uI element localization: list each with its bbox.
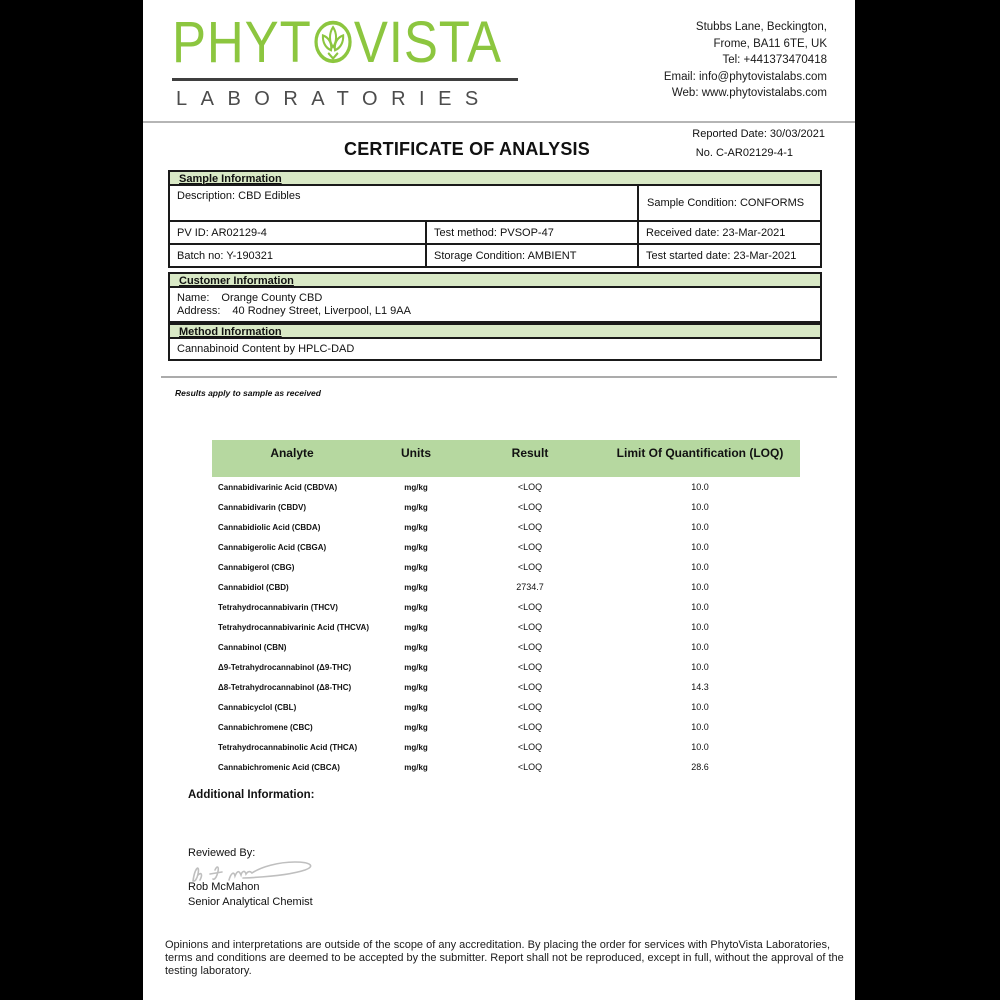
certificate-title: CERTIFICATE OF ANALYSIS: [344, 139, 590, 159]
analyte-result: <LOQ: [517, 522, 543, 532]
sample-condition: Sample Condition: CONFORMS: [647, 197, 805, 209]
analyte-result: <LOQ: [517, 662, 543, 672]
disclaimer-text: Opinions and interpretations are outside of the scope of any accreditation. By placing the order for services with PhytoVista Laboratories, terms and conditions are deemed to be accepted by the submitter. Report shall not be reproduced, except in full, without the approval of the testing laboratory.: [165, 939, 844, 977]
analyte-loq: 10.0: [691, 742, 709, 752]
analyte-name: Tetrahydrocannabivarin (THCV): [218, 602, 338, 612]
brand-subtitle: LABORATORIES: [176, 88, 492, 110]
column-units: Units: [401, 446, 431, 460]
analyte-units: mg/kg: [404, 702, 428, 712]
contact-line: Tel: +441373470418: [722, 54, 827, 66]
analyte-units: mg/kg: [404, 602, 428, 612]
analyte-result: <LOQ: [517, 762, 543, 772]
received-date: Received date: 23-Mar-2021: [646, 226, 786, 239]
analyte-units: mg/kg: [404, 762, 428, 772]
table-row: [212, 577, 800, 597]
analyte-loq: 10.0: [691, 582, 709, 592]
analyte-loq: 28.6: [691, 762, 709, 772]
report-number: No. C-AR02129-4-1: [695, 147, 793, 159]
reviewed-by-label: Reviewed By:: [188, 847, 256, 859]
certificate-page: [143, 0, 855, 1000]
brand-wordmark: [172, 10, 502, 76]
pv-id: PV ID: AR02129-4: [170, 222, 427, 243]
analyte-name: Cannabidiol (CBD): [218, 582, 289, 592]
analyte-units: mg/kg: [404, 722, 428, 732]
analyte-loq: 10.0: [691, 502, 709, 512]
analyte-result: <LOQ: [517, 642, 543, 652]
table-row: [212, 717, 800, 737]
analyte-name: Δ8-Tetrahydrocannabinol (Δ8-THC): [218, 682, 352, 692]
table-row: [212, 477, 800, 497]
customer-details: [168, 288, 822, 323]
analyte-result: <LOQ: [517, 502, 543, 512]
customer-address: 40 Rodney Street, Liverpool, L1 9AA: [232, 305, 411, 317]
brand-left: PHYT: [172, 10, 312, 75]
customer-name-label: Name:: [177, 292, 210, 304]
analyte-units: mg/kg: [404, 622, 428, 632]
analyte-name: Cannabicyclol (CBL): [218, 702, 297, 712]
column-loq: Limit Of Quantification (LOQ): [616, 446, 784, 460]
analyte-name: Tetrahydrocannabinolic Acid (THCA): [218, 742, 358, 752]
table-row: [212, 637, 800, 657]
brand-right: VISTA: [353, 10, 502, 75]
customer-information-header: Customer Information: [168, 272, 822, 288]
table-row: [212, 677, 800, 697]
analyte-loq: 10.0: [691, 482, 709, 492]
customer-name-line: [177, 292, 813, 304]
customer-address-line: [177, 305, 813, 317]
analyte-units: mg/kg: [404, 662, 428, 672]
contact-line: Frome, BA11 6TE, UK: [713, 37, 827, 50]
additional-information-label: Additional Information:: [188, 789, 315, 801]
analyte-loq: 10.0: [691, 642, 709, 652]
analyte-loq: 14.3: [691, 682, 709, 692]
test-method: Test method: PVSOP-47: [427, 222, 639, 243]
analyte-units: mg/kg: [404, 482, 428, 492]
table-row: [212, 537, 800, 557]
analyte-loq: 10.0: [691, 522, 709, 532]
analyte-name: Cannabinol (CBN): [218, 642, 287, 652]
table-row: [212, 657, 800, 677]
sample-description-row: [168, 186, 822, 222]
table-row: [212, 497, 800, 517]
analyte-result: <LOQ: [517, 742, 543, 752]
analyte-name: Cannabichromene (CBC): [218, 722, 313, 732]
sample-batch-row: [168, 245, 822, 268]
table-row: [212, 737, 800, 757]
analyte-loq: 10.0: [691, 542, 709, 552]
analyte-loq: 10.0: [691, 562, 709, 572]
leaf-circle-icon: [313, 14, 353, 64]
analyte-loq: 10.0: [691, 602, 709, 612]
lab-contact-info: [664, 19, 827, 102]
analyte-units: mg/kg: [404, 562, 428, 572]
analyte-units: mg/kg: [404, 522, 428, 532]
brand-divider-line: [172, 78, 518, 81]
analyte-name: Δ9-Tetrahydrocannabinol (Δ9-THC): [218, 662, 352, 672]
analyte-units: mg/kg: [404, 642, 428, 652]
contact-line: Web: www.phytovistalabs.com: [671, 87, 827, 99]
customer-address-label: Address:: [177, 305, 221, 317]
info-tables: [168, 170, 822, 361]
results-divider: [161, 376, 837, 378]
results-table: [212, 440, 800, 777]
results-rows: [212, 477, 800, 777]
analyte-result: <LOQ: [517, 482, 543, 492]
analyte-result: <LOQ: [517, 682, 543, 692]
customer-name: Orange County CBD: [221, 292, 323, 304]
test-started-date: Test started date: 23-Mar-2021: [646, 249, 797, 262]
analyte-result: <LOQ: [517, 722, 543, 732]
reported-date: Reported Date: 30/03/2021: [692, 128, 825, 140]
analyte-result: 2734.7: [516, 582, 544, 592]
reviewer-title: Senior Analytical Chemist: [188, 896, 313, 908]
analyte-loq: 10.0: [691, 702, 709, 712]
analyte-units: mg/kg: [404, 542, 428, 552]
batch-no: Batch no: Y-190321: [170, 245, 427, 266]
analyte-units: mg/kg: [404, 502, 428, 512]
results-note: Results apply to sample as received: [175, 388, 321, 398]
storage-condition: Storage Condition: AMBIENT: [427, 245, 639, 266]
method-description: Cannabinoid Content by HPLC-DAD: [168, 339, 822, 361]
reviewer-name: Rob McMahon: [188, 881, 260, 893]
results-table-header: [212, 440, 800, 477]
column-analyte: Analyte: [270, 446, 314, 460]
table-row: [212, 757, 800, 777]
analyte-loq: 10.0: [691, 662, 709, 672]
table-row: [212, 557, 800, 577]
analyte-units: mg/kg: [404, 742, 428, 752]
column-result: Result: [511, 446, 549, 460]
analyte-result: <LOQ: [517, 602, 543, 612]
table-row: [212, 597, 800, 617]
sample-ids-row: [168, 222, 822, 245]
analyte-loq: 10.0: [691, 722, 709, 732]
analyte-name: Cannabichromenic Acid (CBCA): [218, 762, 340, 772]
sample-information-header: Sample Information: [168, 170, 822, 186]
analyte-loq: 10.0: [691, 622, 709, 632]
table-row: [212, 517, 800, 537]
header-rule: [143, 121, 855, 123]
analyte-name: Tetrahydrocannabivarinic Acid (THCVA): [218, 622, 369, 632]
phytovista-logo: [172, 10, 522, 111]
sample-description: Description: CBD Edibles: [170, 186, 639, 220]
analyte-name: Cannabidivarinic Acid (CBDVA): [218, 482, 338, 492]
analyte-name: Cannabidiolic Acid (CBDA): [218, 522, 321, 532]
method-information-header: Method Information: [168, 323, 822, 339]
table-row: [212, 617, 800, 637]
analyte-result: <LOQ: [517, 562, 543, 572]
analyte-name: Cannabigerolic Acid (CBGA): [218, 542, 327, 552]
contact-line: Email: info@phytovistalabs.com: [663, 70, 827, 83]
contact-line: Stubbs Lane, Beckington,: [695, 21, 827, 33]
analyte-result: <LOQ: [517, 702, 543, 712]
analyte-result: <LOQ: [517, 542, 543, 552]
analyte-name: Cannabigerol (CBG): [218, 562, 295, 572]
analyte-name: Cannabidivarin (CBDV): [218, 502, 307, 512]
analyte-result: <LOQ: [517, 622, 543, 632]
analyte-units: mg/kg: [404, 682, 428, 692]
table-row: [212, 697, 800, 717]
analyte-units: mg/kg: [404, 582, 428, 592]
